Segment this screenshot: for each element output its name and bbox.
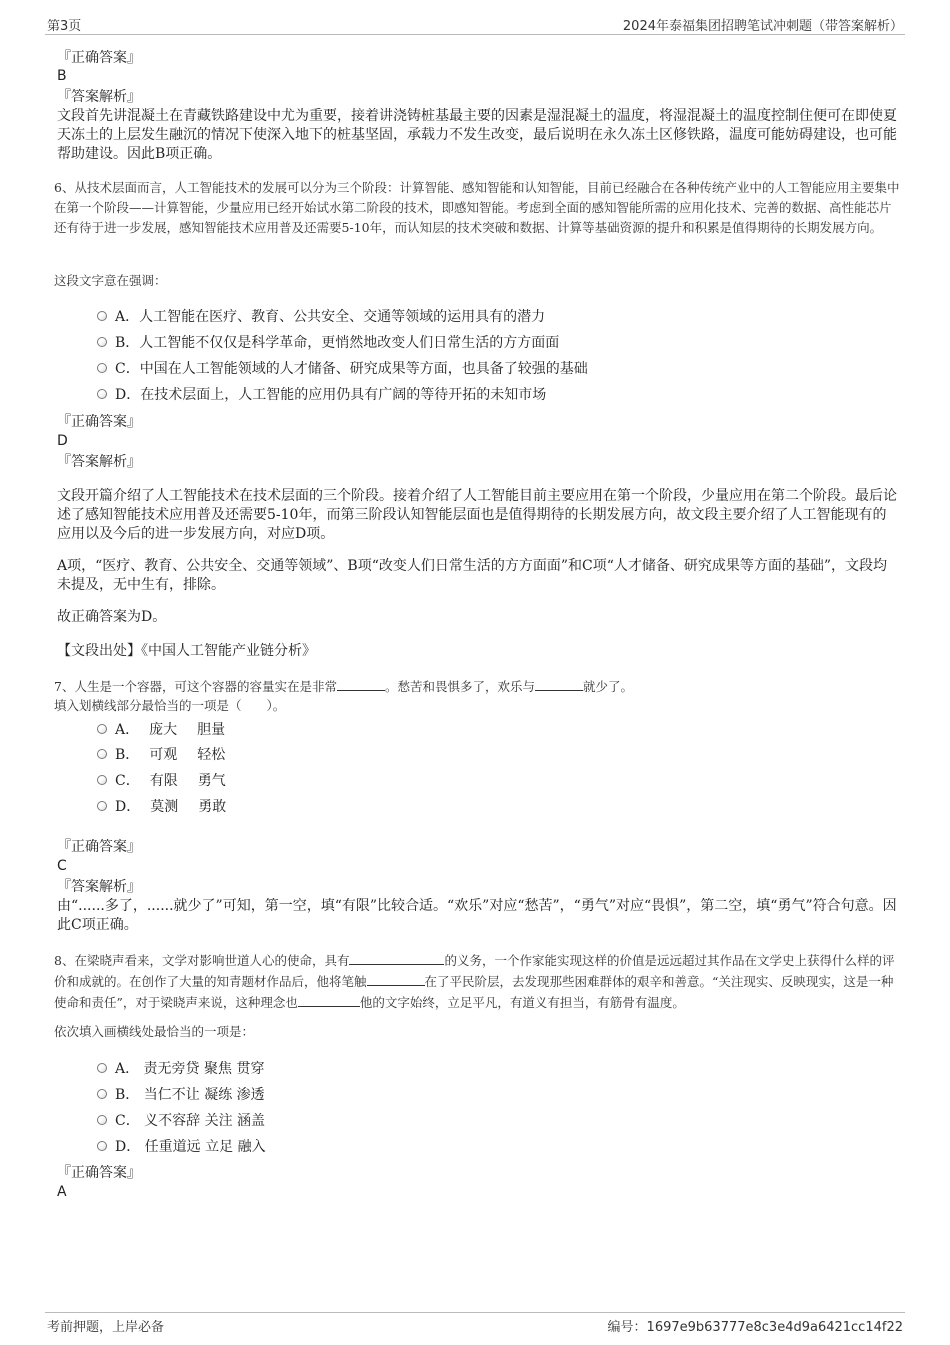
page-number: 第3页 <box>47 19 82 34</box>
page-header <box>45 14 905 35</box>
q5-answer-label: 『正确答案』 <box>57 50 141 66</box>
q8-option-d[interactable]: D． 任重道远 立足 融入 <box>97 1138 266 1156</box>
q6-analysis-2: A项，“医疗、教育、公共安全、交通等领域”、B项“改变人们日常生活的方方面面”和C项“人才储备、研究成果等方面的基础”，文段均未提及，无中生有，排除。 <box>57 558 888 593</box>
q7-answer-label: 『正确答案』 <box>57 839 141 855</box>
q7-prompt: 填入划横线部分最恰当的一项是（ ）。 <box>54 698 286 713</box>
q8-answer-label: 『正确答案』 <box>57 1165 141 1181</box>
q7-analysis-label: 『答案解析』 <box>57 879 141 895</box>
blank-1 <box>337 676 385 691</box>
q6-option-b[interactable]: B．人工智能不仅仅是科学革命，更悄然地改变人们日常生活的方方面面 <box>97 334 559 352</box>
q7-analysis: 由“......多了，......就少了”可知，第一空，填“有限”比较合适。“欢乐”对应“愁苦”，“勇气”对应“畏惧”，第二空，填“勇气”符合句意。因此C项正确。 <box>57 898 897 933</box>
q8-answer: A <box>57 1184 67 1200</box>
q6-source: 【文段出处】《中国人工智能产业链分析》 <box>57 643 316 659</box>
q8-option-c[interactable]: C． 义不容辞 关注 涵盖 <box>97 1112 265 1130</box>
q5-analysis: 文段首先讲混凝土在青藏铁路建设中尤为重要，接着讲浇铸桩基最主要的因素是湿混凝土的温度，将湿混凝土的温度控制住便可在即使夏天冻土的上层发生融沉的情况下使深入地下的桩基坚固，承载力不发生改变，最后说明在永久冻土区修铁路，温度可能妨碍建设，也可能帮助建设。因此B项正确。 <box>57 108 897 162</box>
q6-prompt: 这段文字意在强调： <box>54 273 167 288</box>
blank-2 <box>367 971 425 986</box>
radio-icon[interactable] <box>97 337 107 347</box>
q6-answer-label: 『正确答案』 <box>57 414 141 430</box>
q6-analysis-3: 故正确答案为D。 <box>57 609 167 625</box>
q7-option-c[interactable]: C． 有限 勇气 <box>97 772 226 790</box>
q6-option-d[interactable]: D．在技术层面上，人工智能的应用仍具有广阔的等待开拓的未知市场 <box>97 386 546 404</box>
blank-2 <box>535 676 583 691</box>
q6-option-c[interactable]: C．中国在人工智能领域的人才储备、研究成果等方面，也具备了较强的基础 <box>97 360 588 378</box>
q6-option-a[interactable]: A．人工智能在医疗、教育、公共安全、交通等领域的运用具有的潜力 <box>97 308 545 326</box>
q6-answer: D <box>57 433 68 449</box>
q6-analysis-label: 『答案解析』 <box>57 454 141 470</box>
q7-stem: 7、人生是一个容器，可这个容器的容量实在是非常 。愁苦和畏惧多了，欢乐与 就少了。 <box>54 676 900 697</box>
radio-icon[interactable] <box>97 1115 107 1125</box>
q8-option-a[interactable]: A． 责无旁贷 聚焦 贯穿 <box>97 1060 264 1078</box>
radio-icon[interactable] <box>97 389 107 399</box>
radio-icon[interactable] <box>97 1063 107 1073</box>
page-footer <box>45 1312 905 1333</box>
q7-option-a[interactable]: A． 庞大 胆量 <box>97 721 225 739</box>
radio-icon[interactable] <box>97 1141 107 1151</box>
q5-answer: B <box>57 68 67 84</box>
document-id: 编号：1697e9b63777e8c3e4d9a6421cc14f22 <box>607 1320 903 1335</box>
q7-option-b[interactable]: B． 可观 轻松 <box>97 746 225 764</box>
q6-stem: 6、从技术层面而言，人工智能技术的发展可以分为三个阶段：计算智能、感知智能和认知智能，目前已经融合在各种传统产业中的人工智能应用主要集中在第一个阶段——计算智能，少量应用已经开始试水第二阶段的技术，即感知智能。考虑到全面的感知智能所需的应用化技术、完善的数据、高性能芯片还有待于进一步发展，感知智能技术应用普及还需要5-10年，而认知层的技术突破和数据、计算等基础资源的提升和积累是值得期待的长期发展方向。 <box>54 180 900 235</box>
q8-stem: 8、在梁晓声看来，文学对影响世道人心的使命，具有 的义务，一个作家能实现这样的价值是远远超过其作品在文学史上获得什么样的评价和成就的。在创作了大量的知青题材作品后，他将笔触 在了平民阶层，去发现那些困难群体的艰辛和善意。“关注现实、反映现实，这是一种使命和责任”，对于梁晓声来说，这种理念也 他的文字始终，立足平凡，有道义有担当，有筋骨有温度。 <box>54 950 900 1013</box>
blank-1 <box>349 950 444 965</box>
footer-slogan: 考前押题，上岸必备 <box>47 1320 165 1335</box>
radio-icon[interactable] <box>97 775 107 785</box>
q8-option-b[interactable]: B． 当仁不让 凝练 渗透 <box>97 1086 265 1104</box>
q5-analysis-label: 『答案解析』 <box>57 89 141 105</box>
q6-analysis-1: 文段开篇介绍了人工智能技术在技术层面的三个阶段。接着介绍了人工智能目前主要应用在第一个阶段，少量应用在第二个阶段。最后论述了感知智能技术应用普及还需要5-10年，而第三阶段认知智能层面也是值得期待的长期发展方向，故文段主要介绍了人工智能现有的应用以及今后的进一步发展方向，对应D项。 <box>57 488 897 542</box>
radio-icon[interactable] <box>97 311 107 321</box>
q8-prompt: 依次填入画横线处最恰当的一项是： <box>54 1024 255 1039</box>
q7-option-d[interactable]: D． 莫测 勇敢 <box>97 798 226 816</box>
radio-icon[interactable] <box>97 749 107 759</box>
q7-answer: C <box>57 858 67 874</box>
blank-3 <box>298 992 360 1007</box>
radio-icon[interactable] <box>97 724 107 734</box>
radio-icon[interactable] <box>97 801 107 811</box>
radio-icon[interactable] <box>97 1089 107 1099</box>
document-title: 2024年泰福集团招聘笔试冲刺题（带答案解析） <box>622 19 903 34</box>
radio-icon[interactable] <box>97 363 107 373</box>
